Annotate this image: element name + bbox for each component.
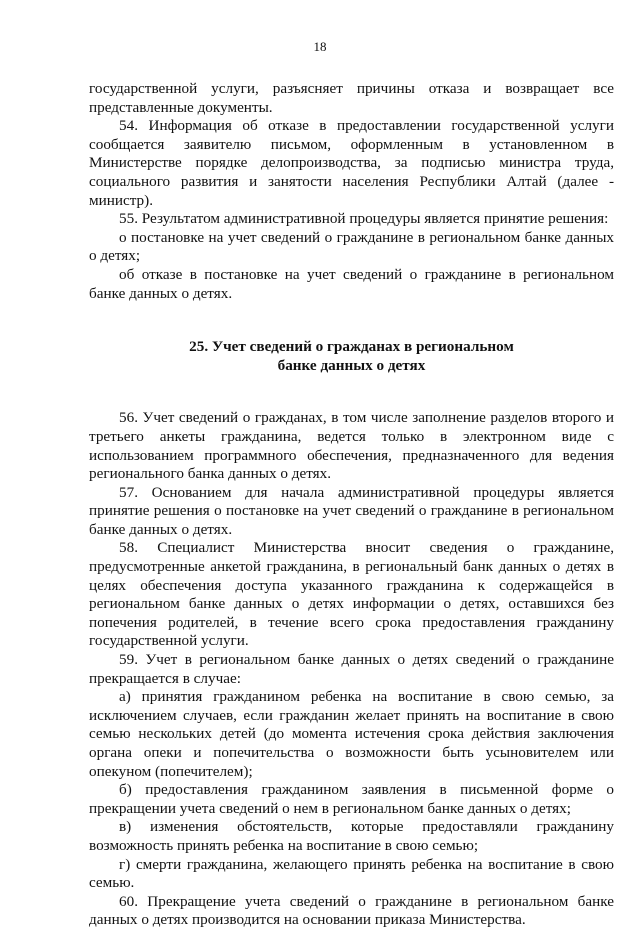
paragraph-55-item-refuse: об отказе в постановке на учет сведений о гражданине в региональном банке данных о детях. xyxy=(89,265,614,302)
document-body xyxy=(89,80,614,930)
section-heading-line-1: 25. Учет сведений о гражданах в региональном xyxy=(189,338,514,356)
paragraph-59-item-v: в) изменения обстоятельств, которые предоставляли гражданину возможность принять ребенка на воспитание в свою семью; xyxy=(89,818,614,854)
paragraph-continuation: государственной услуги, разъясняет причины отказа и возвращает все представленные документы. xyxy=(89,80,614,116)
paragraph-54: 54. Информация об отказе в предоставлении государственной услуги сообщается заявителю письмом, оформленным в установленном в Министерстве порядке делопроизводства, за подписью министра труда, социального развития и занятости населения Республики Алтай (далее - министр). xyxy=(89,117,614,209)
paragraph-58: 58. Специалист Министерства вносит сведения о гражданине, предусмотренные анкетой гражданина, в региональный банк данных о детях в целях обеспечения доступа указанного гражданина к содержащейся в региональном банке данных о детях информации о детях, оставшихся без попечения родителей, в течение всего срока предоставления гражданину государственной услуги. xyxy=(89,539,614,650)
section-heading xyxy=(89,338,614,375)
paragraph-55: 55. Результатом административной процедуры является принятие решения: xyxy=(119,210,609,228)
paragraph-59: 59. Учет в региональном банке данных о детях сведений о гражданине прекращается в случае: xyxy=(89,651,614,687)
paragraph-60: 60. Прекращение учета сведений о гражданине в региональном банке данных о детях производится на основании приказа Министерства. xyxy=(89,892,614,929)
section-heading-line-2: банке данных о детях xyxy=(277,356,426,374)
paragraph-55-item-approve: о постановке на учет сведений о гражданине в региональном банке данных о детях; xyxy=(89,228,614,265)
paragraph-59-item-g: г) смерти гражданина, желающего принять ребенка на воспитание в свою семью. xyxy=(89,855,614,892)
paragraph-59-item-b: б) предоставления гражданином заявления в письменной форме о прекращении учета сведений о нем в региональном банке данных о детях; xyxy=(89,781,614,817)
page-number: 18 xyxy=(313,39,327,54)
paragraph-56: 56. Учет сведений о гражданах, в том числе заполнение разделов второго и третьего анкеты гражданина, ведется только в электронном виде с использованием программного обеспечения, предназначенного для ведения регионального банка данных о детях. xyxy=(89,409,614,483)
paragraph-59-item-a: а) принятия гражданином ребенка на воспитание в свою семью, за исключением случаев, если гражданин желает принять на воспитание в свою семью нескольких детей (до момента истечения срока действия заключения органа опеки и попечительства о возможности быть усыновителем или опекуном (попечителем); xyxy=(89,688,614,780)
paragraph-57: 57. Основанием для начала административной процедуры является принятие решения о постановке на учет сведений о гражданине в региональном банке данных о детях. xyxy=(89,483,614,538)
